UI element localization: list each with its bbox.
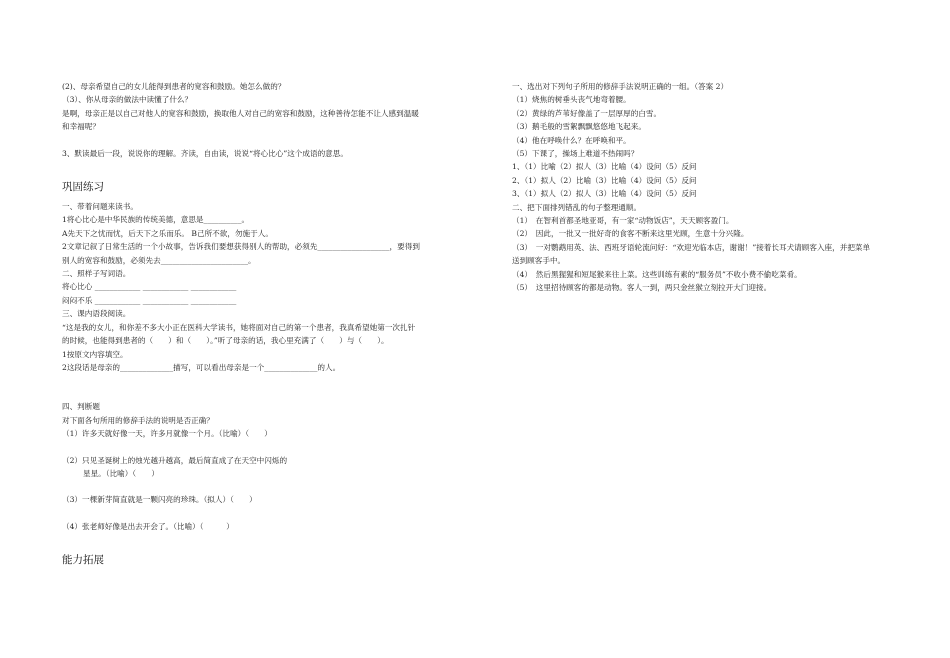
right-option-1: 1、（1）比喻（2）拟人（3）比喻（4）设问（5）反问	[512, 162, 697, 172]
section-1-q2-line-b: 别人的宽容和鼓励，必须先去_______________________。	[62, 255, 256, 265]
section-1-q2-line-a: 2文章记叙了日常生活的一个小故事，告诉我们要想获得别人的帮助，必须先___________________，要得到	[62, 242, 420, 252]
question-3: （3）、你从母亲的做法中读懂了什么？	[62, 95, 193, 105]
judge-item-2-line-b: 星星。（比喻）（ ）	[83, 468, 159, 478]
section-3-q1: 1按原文内容填空。	[62, 349, 128, 359]
judge-item-1: （1）许多天就好像一天，许多月就像一个月。（比喻）（ ）	[62, 429, 272, 439]
answer-line-2: 和幸福呢？	[62, 122, 100, 132]
section-3-title: 三、课内语段阅读。	[62, 309, 131, 319]
left-column	[62, 80, 457, 567]
section-4-intro: 对下面各句所用的修辞手法的说明是否正确？	[62, 415, 214, 425]
section-consolidate-heading: 巩固练习	[62, 181, 104, 194]
right-column	[512, 80, 892, 295]
right-sentence-1: （1）烧焦的树垂头丧气地弯着腰。	[512, 95, 631, 105]
reorder-sentence-4: （4） 然后黑猩猩和短尾猴来往上菜。这些训练有素的“服务员”不收小费不偷吃菜肴。	[512, 269, 802, 279]
reading-question: 3、默读最后一段，说说你的理解。齐读，自由读，说说“将心比心”这个成语的意思。	[62, 148, 348, 158]
section-extend-heading: 能力拓展	[62, 554, 104, 567]
reorder-sentence-2: （2） 因此，一批又一批好奇的食客不断来这里光顾，生意十分兴隆。	[512, 229, 749, 239]
right-option-3: 3、（1）拟人（2）拟人（3）比喻（4）设问（5）反问	[512, 189, 697, 199]
right-sentence-2: （2）黄绿的芦苇好像盖了一层厚厚的白雪。	[512, 108, 662, 118]
right-section-2-title: 二、把下面排列错乱的句子整理通顺。	[512, 202, 642, 212]
section-2-row-2: 闷闷不乐 ____________ ____________ ____________	[62, 295, 237, 305]
section-3-passage-1: “这是我的女儿，和你差不多大小正在医科大学读书，她将面对自己的第一个患者，我真希望她第一次扎针	[62, 322, 416, 332]
reorder-sentence-3-line-b: 送到顾客手中。	[512, 256, 566, 266]
section-1-options: A先天下之忧而忧，后天下之乐而乐。 B己所不欲，勿施于人。	[62, 228, 273, 238]
question-2: (2)、母亲希望自己的女儿能得到患者的宽容和鼓励。她怎么做的？	[62, 82, 286, 91]
section-3-q2: 2这段话是母亲的______________描写，可以看出母亲是一个______________的人。	[62, 362, 341, 372]
judge-item-3: （3）一棵新芽简直就是一颗闪亮的珍珠。（拟人）（ ）	[62, 495, 257, 505]
answer-line-1: 是啊，母亲正是以自己对他人的宽容和鼓励，换取他人对自己的宽容和鼓励，这种善待怎能不让人感到温暖	[62, 108, 419, 118]
section-1-title: 一、带着问题来读书。	[62, 202, 138, 212]
section-1-q1: 1将心比心是中华民族的传统美德，意思是__________。	[62, 215, 250, 225]
right-section-1-title: 一、选出对下列句子所用的修辞手法说明正确的一组。（答案 2）	[512, 82, 729, 91]
judge-item-4: （4）张老师好像是出去开会了。（比喻）（ ）	[62, 521, 234, 531]
reorder-sentence-3-line-a: （3） 一对鹦鹉用英、法、西班牙语轮流问好：“欢迎光临本店，谢谢！”接着长耳犬请顾客入座，并把菜单	[512, 242, 871, 252]
judge-item-2-line-a: （2）只见圣诞树上的烛光越升越高，最后简直成了在天空中闪烁的	[62, 455, 288, 465]
right-sentence-4: （4）他在呼唤什么？在呼唤和平。	[512, 135, 631, 145]
section-2-title: 二、照样子写词语。	[62, 269, 131, 279]
section-4-title: 四、判断题	[62, 402, 100, 412]
section-3-passage-2: 的时候，也能得到患者的（ ）和（ ）。”听了母亲的话，我心里充满了（ ）与（ ）。	[62, 336, 389, 346]
reorder-sentence-5: （5） 这里招待顾客的都是动物。客人一到，两只金丝猴立刻拉开大门迎接。	[512, 283, 772, 293]
right-sentence-3: （3）鹅毛般的雪絮飘飘悠悠地飞起来。	[512, 122, 646, 132]
reorder-sentence-1: （1） 在智利首都圣地亚哥，有一家“动物饭店”，天天顾客盈门。	[512, 216, 734, 226]
right-sentence-5: （5）下课了，操场上难道不热闹吗？	[512, 149, 639, 159]
right-option-2: 2、（1）拟人（2）比喻（3）比喻（4）设问（5）反问	[512, 175, 697, 185]
section-2-row-1: 将心比心 ____________ ____________ ____________	[62, 282, 237, 292]
